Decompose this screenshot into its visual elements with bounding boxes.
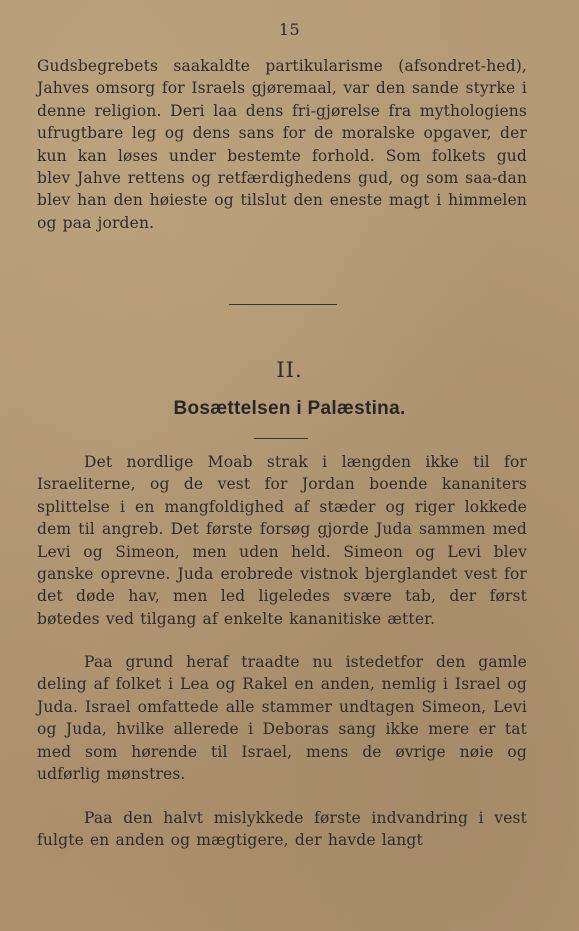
chapter-title: Bosættelsen i Palæstina. — [173, 398, 406, 419]
chapter-number: II. — [276, 358, 303, 382]
body-paragraph-3: Paa den halvt mislykkede første indvandring i vest fulgte en anden og mægtigere, der havde langt — [37, 809, 527, 850]
intro-paragraph: Gudsbegrebets saakaldte partikularisme (afsondret-hed), Jahves omsorg for Israels gjøremaal, var den sande styrke i denne religion. Deri laa dens fri-gjørelse fra mythologiens ufrugtbare leg og dens sans for de moralske opgaver, der kun kan løses under bestemte forhold. Som folkets gud blev Jahve rettens og retfærdighedens gud, og som saa-dan blev han den høieste og tilslut den eneste magt i himmelen og paa jorden. — [37, 57, 527, 232]
body-paragraph-2: Paa grund heraf traadte nu istedetfor den gamle deling af folket i Lea og Rakel en anden, nemlig i Israel og Juda. Israel omfattede alle stammer undtagen Simeon, Levi og Juda, hvilke allerede i Deboras sang ikke mere er tat med som hørende til Israel, mens de øvrige nøie og udførlig mønstres. — [37, 653, 527, 784]
body-paragraph-1: Det nordlige Moab strak i længden ikke til for Israeliterne, og de vest for Jordan boende kananiters splittelse i en mangfoldighed af stæder og riger lokkede dem til angreb. Det første forsøg gjorde Juda sammen med Levi og Simeon, men uden held. Simeon og Levi blev ganske oprevne. Juda erobrede vistnok bjerglandet vest for det døde hav, men led ligeledes svære tab, der først bøtedes ved tilgang af enkelte kananitiske ætter. — [37, 453, 527, 628]
title-underline — [254, 438, 308, 439]
section-divider — [229, 304, 337, 305]
page-number: 15 — [278, 20, 301, 39]
